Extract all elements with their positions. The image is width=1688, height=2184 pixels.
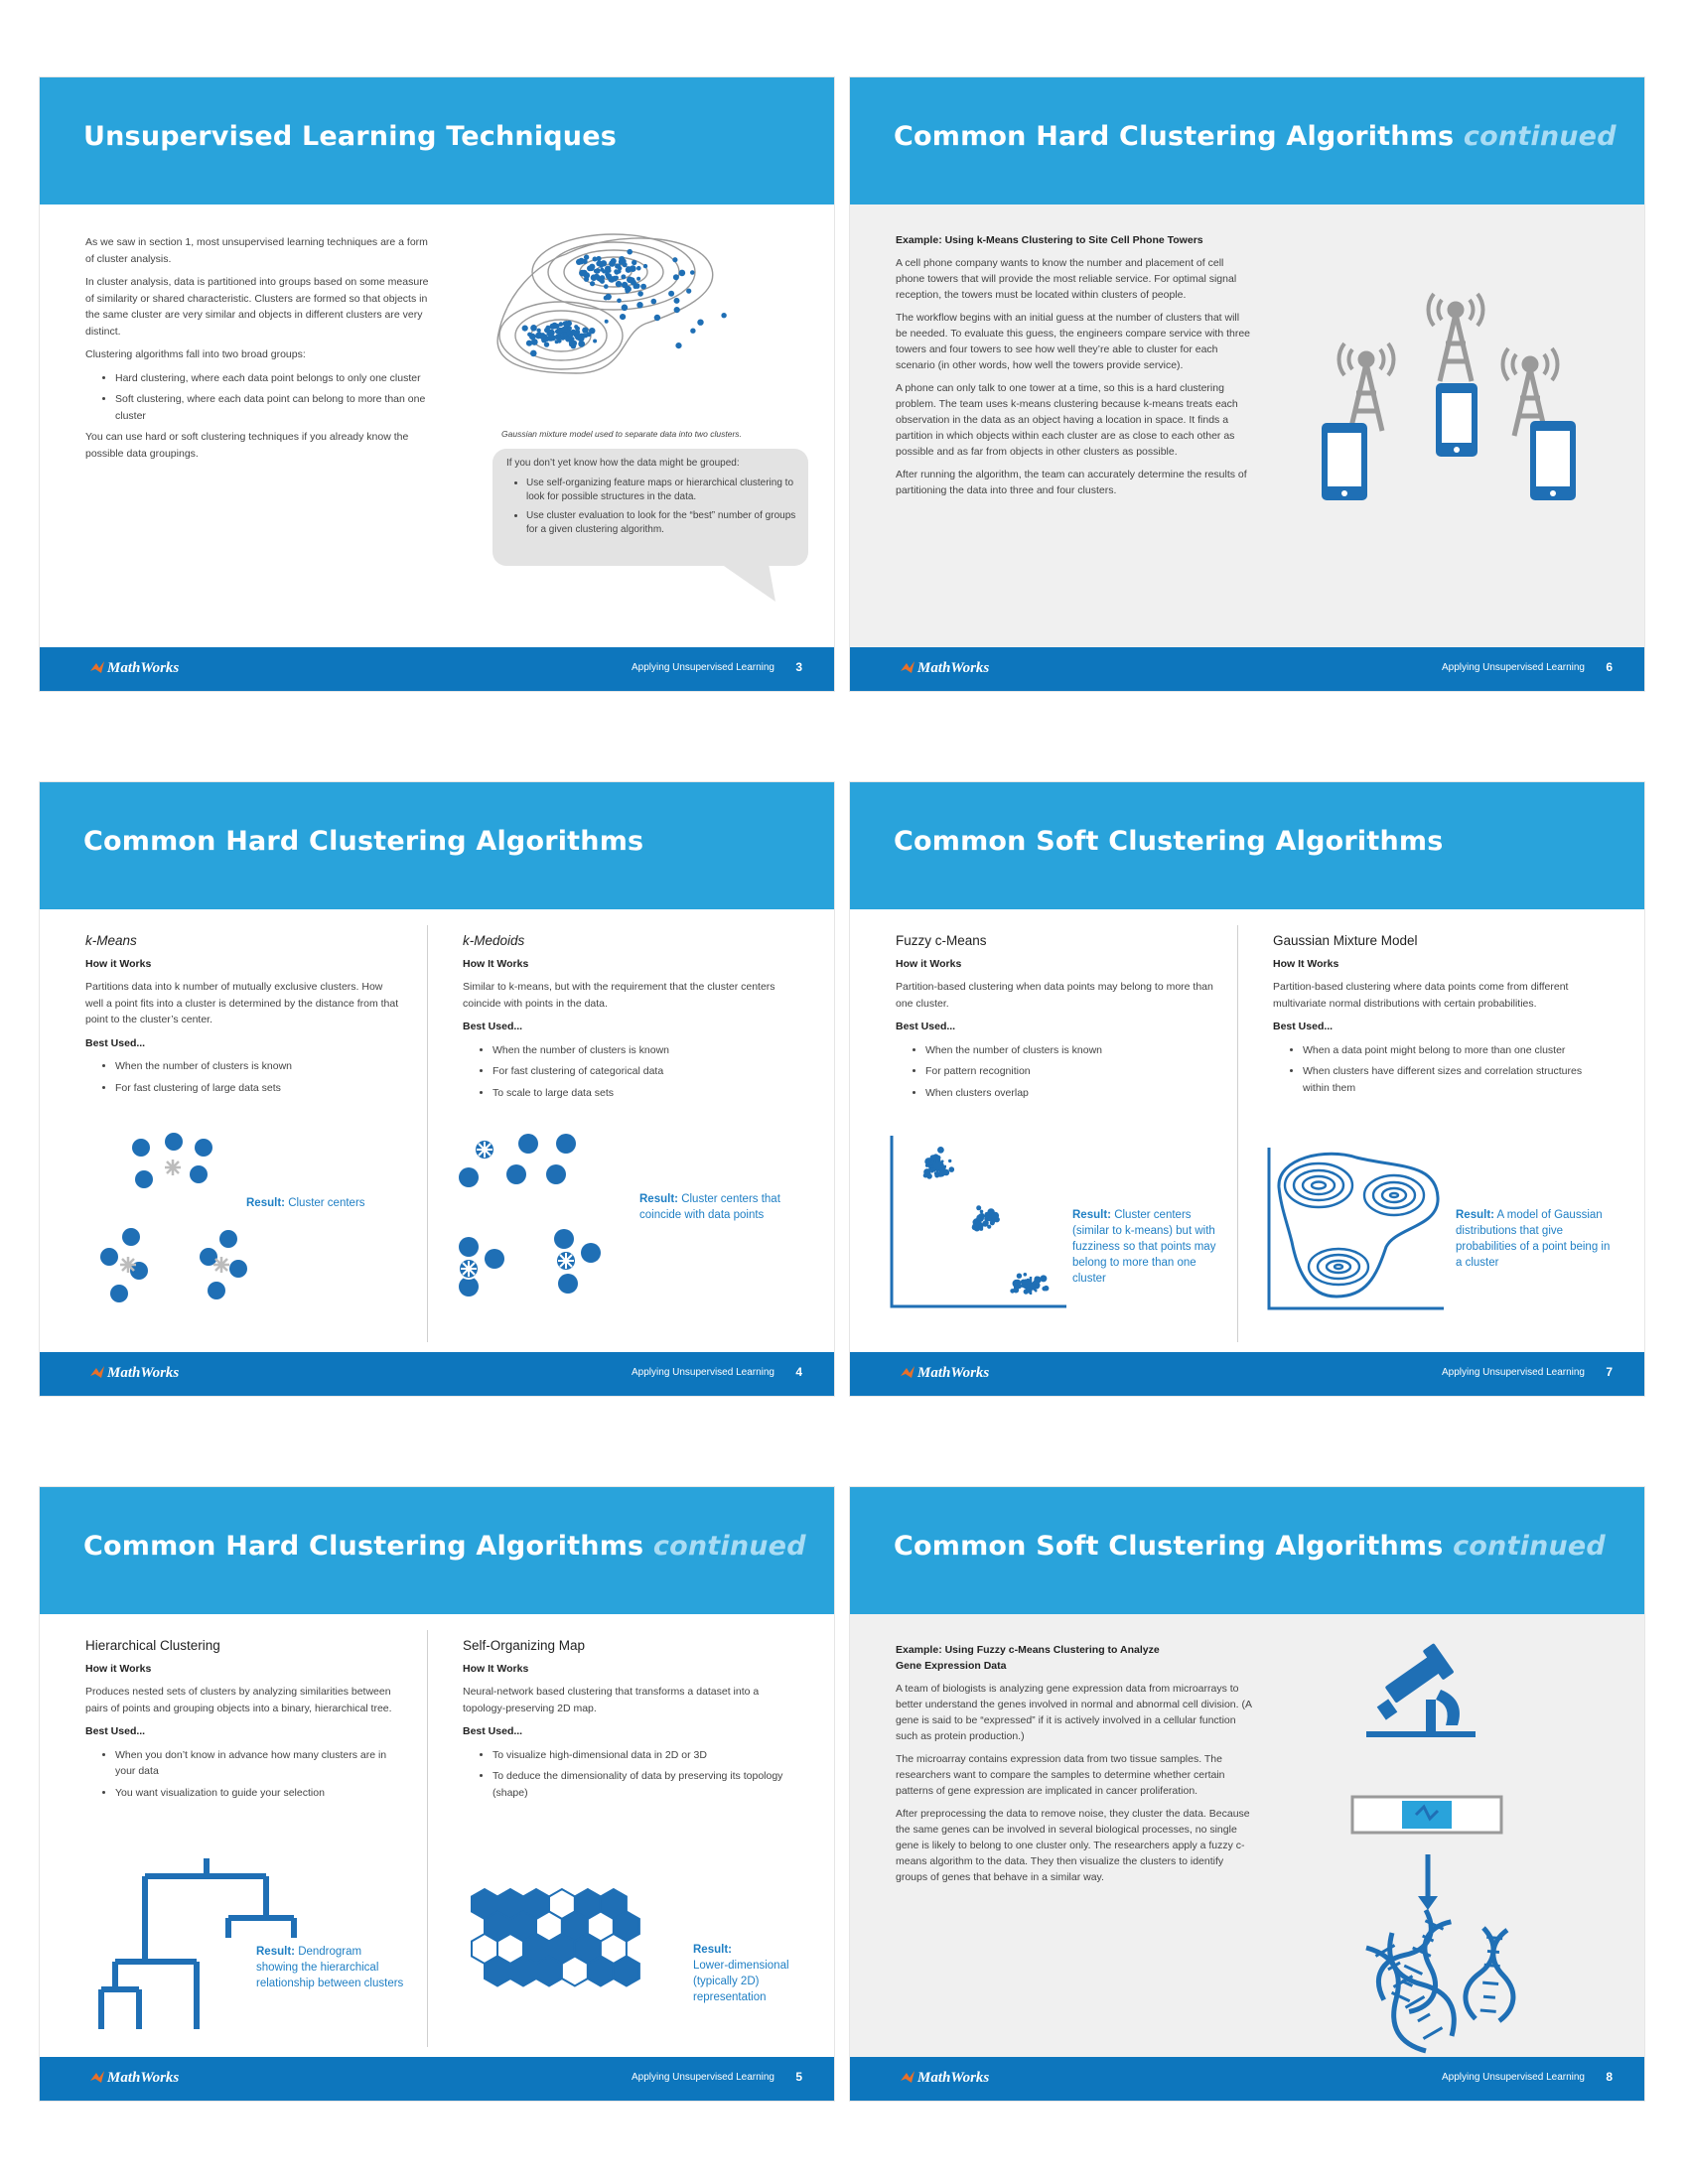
membrane-logo-icon: [900, 1364, 915, 1380]
bullet-item: • To visualize high-dimensional data in 2D or 3D: [492, 1747, 800, 1764]
paragraph: A cell phone company wants to know the number and placement of cell phone towers that will provide the most reliable service. For optimal signal reception, the towers must be located within clusters of people.: [896, 257, 1237, 301]
mathworks-logo: MathWorks: [900, 2069, 989, 2087]
example-text: [896, 1642, 1253, 1892]
scatter-point: [1044, 1286, 1050, 1292]
membrane-logo-icon: [89, 2069, 105, 2085]
scatter-point: [606, 294, 612, 300]
scatter-point: [980, 1210, 984, 1214]
bullet-item: • When the number of clusters is known: [492, 1042, 800, 1059]
how-text: Produces nested sets of clusters by analyzing similarities between pairs of points and grouping objects into a binary, hierarchical tree.: [85, 1686, 392, 1714]
page-number: 6: [1606, 660, 1613, 674]
mathworks-logo: MathWorks: [900, 1364, 989, 1382]
scatter-point: [1015, 1280, 1022, 1287]
scatter-point: [643, 264, 647, 268]
page-number: 5: [795, 2070, 802, 2084]
scatter-point: [620, 314, 626, 320]
microarray-slide-icon: [1352, 1797, 1501, 1833]
scatter-point: [636, 266, 641, 271]
column-title: Hierarchical Clustering: [85, 1638, 220, 1653]
scatter-point: [636, 277, 640, 281]
slide-body: [40, 909, 834, 1352]
slide-header: [850, 77, 1644, 205]
slide-title: Common Hard Clustering Algorithms continued: [83, 1531, 806, 1562]
scatter-point: [690, 270, 695, 275]
footer-title: Applying Unsupervised Learning: [1442, 2072, 1585, 2083]
microscope-icon: [1366, 1643, 1476, 1737]
hierarchical-column: [85, 1638, 403, 1806]
slide-header: [850, 782, 1644, 909]
hex-cell: [536, 1957, 562, 1986]
scatter-point: [565, 337, 570, 341]
scatter-point: [563, 321, 569, 327]
kmeans-illustration: [89, 1130, 318, 1328]
scatter-point: [675, 342, 681, 348]
scatter-point: [626, 289, 630, 293]
bullet-list: [1273, 1042, 1611, 1097]
best-label: Best Used...: [1273, 1021, 1334, 1032]
scatter-point: [589, 328, 595, 334]
paragraph: After preprocessing the data to remove noise, they cluster the data. Because the same genes can be involved in several biological processes, no single gene is likely to belong to one cluster only. The researchers apply a fuzzy c-means algorithm to the data. They then visualize the clusters to identify groups of genes that behave in a similar way.: [896, 1808, 1250, 1883]
hex-cell: [485, 1957, 510, 1986]
scatter-point: [547, 335, 554, 341]
scatter-point: [604, 284, 609, 289]
slide-title: Unsupervised Learning Techniques: [83, 121, 618, 152]
example-text: [896, 232, 1253, 505]
paragraph: As we saw in section 1, most unsupervised learning techniques are a form of cluster analysis.: [85, 236, 428, 265]
scatter-point: [530, 325, 537, 332]
membrane-logo-icon: [900, 659, 915, 675]
slide-body: [850, 909, 1644, 1352]
best-label: Best Used...: [463, 1725, 523, 1737]
scatter-point: [679, 270, 686, 277]
paragraph: Clustering algorithms fall into two broad groups:: [85, 348, 306, 360]
scatter-point: [614, 269, 619, 274]
scatter-point: [605, 320, 609, 324]
best-label: Best Used...: [85, 1725, 146, 1737]
result-note: Result: Dendrogram showing the hierarchical relationship between clusters: [256, 1946, 404, 1989]
slide-title: Common Soft Clustering Algorithms: [894, 826, 1444, 857]
scatter-point: [640, 284, 646, 290]
scatter-point: [633, 285, 637, 289]
footer-title: Applying Unsupervised Learning: [632, 1367, 774, 1378]
bullet-item: • When you don’t know in advance how many clusters are in your data: [115, 1747, 403, 1780]
down-arrow-icon: [1418, 1854, 1438, 1910]
membrane-logo-icon: [89, 659, 105, 675]
scatter-point: [578, 341, 585, 347]
scatter-point: [697, 320, 703, 326]
gmm-column: [1273, 933, 1611, 1101]
how-text: Partitions data into k number of mutually exclusive clusters. How well a point fits into a cluster is determined by the distance from that point to the cluster’s center.: [85, 981, 399, 1025]
scatter-point: [980, 1225, 984, 1229]
scatter-point: [579, 270, 586, 277]
bullet-item: • For fast clustering of large data sets: [115, 1080, 403, 1097]
callout-item: • Use self-organizing feature maps or hierarchical clustering to look for possible structures in the data.: [526, 477, 800, 504]
how-label: How it Works: [85, 1662, 152, 1675]
slide-title: Common Hard Clustering Algorithms continued: [894, 121, 1617, 152]
scatter-point: [937, 1147, 944, 1154]
membrane-logo-icon: [900, 2069, 915, 2085]
intro-text: [85, 234, 438, 469]
result-note: Result: Cluster centers (similar to k-means) but with fuzziness so that points may belong to more than one cluster: [1072, 1209, 1216, 1285]
scatter-point: [674, 307, 680, 313]
scatter-point: [593, 257, 598, 262]
slide-footer: [40, 2057, 834, 2101]
slide-footer: [850, 1352, 1644, 1396]
scatter-point: [674, 298, 680, 304]
scatter-point: [584, 254, 589, 259]
slide-title: Common Soft Clustering Algorithms continued: [894, 1531, 1606, 1562]
scatter-point: [979, 1214, 983, 1218]
example-title: Example: Using k-Means Clustering to Site Cell Phone Towers: [896, 234, 1203, 246]
slide-footer: [850, 2057, 1644, 2101]
scatter-point: [627, 249, 633, 255]
som-hexgrid-illustration: [469, 1888, 677, 2017]
result-note: Result: Cluster centers that coincide with data points: [639, 1193, 780, 1221]
scatter-point: [686, 289, 691, 294]
footer-title: Applying Unsupervised Learning: [1442, 662, 1585, 673]
paragraph: A phone can only talk to one tower at a time, so this is a hard clustering problem. The team uses k-means clustering because k-means treats each observation in the data as an object having a location in space. It finds a partition in which objects within each cluster are as close to each other as possible and as far from objects in other clusters as possible.: [896, 382, 1238, 458]
membrane-logo-icon: [89, 1364, 105, 1380]
mathworks-logo: MathWorks: [89, 1364, 179, 1382]
scatter-point: [608, 277, 614, 283]
scatter-point: [976, 1205, 981, 1210]
slide-page-7: [850, 782, 1644, 1396]
callout-item: • Use cluster evaluation to look for the “best” number of groups for a given clustering algorithm.: [526, 509, 800, 537]
figure-caption: Gaussian mixture model used to separate data into two clusters.: [501, 429, 742, 439]
bullet-item: • To scale to large data sets: [492, 1085, 800, 1102]
how-label: How It Works: [463, 957, 529, 970]
scatter-point: [673, 274, 679, 280]
how-text: Similar to k-means, but with the requirement that the cluster centers coincide with points in the data.: [463, 981, 775, 1010]
scatter-point: [569, 341, 575, 346]
scatter-point: [526, 341, 532, 346]
slide-footer: [850, 647, 1644, 691]
scatter-point: [531, 339, 538, 345]
scatter-point: [616, 281, 622, 287]
how-text: Neural-network based clustering that transforms a dataset into a topology-preserving 2D map.: [463, 1686, 760, 1714]
bullet-item: • For pattern recognition: [925, 1063, 1213, 1080]
footer-title: Applying Unsupervised Learning: [632, 662, 774, 673]
scatter-point: [605, 272, 610, 277]
scatter-point: [589, 264, 595, 270]
scatter-point: [575, 334, 582, 341]
som-column: [463, 1638, 800, 1806]
bullet-item: • You want visualization to guide your selection: [115, 1785, 403, 1802]
bullet-item: • Soft clustering, where each data point can belong to more than one cluster: [115, 391, 438, 424]
scatter-point: [539, 335, 544, 340]
how-label: How It Works: [1273, 957, 1339, 970]
kmedoids-illustration: [457, 1130, 675, 1328]
scatter-point: [636, 302, 642, 308]
scatter-point: [690, 329, 695, 334]
page-number: 3: [795, 660, 802, 674]
scatter-point: [627, 277, 633, 284]
column-title: Self-Organizing Map: [463, 1638, 586, 1653]
dna-icon: [1353, 1904, 1519, 2059]
paragraph: The microarray contains expression data from two tissue samples. The researchers want to compare the samples to determine whether certain patterns of gene expression are implicated in cancer proliferation.: [896, 1753, 1225, 1797]
scatter-point: [527, 333, 532, 338]
bullet-list: [896, 1042, 1213, 1102]
slide-header: [40, 782, 834, 909]
paragraph: After running the algorithm, the team can accurately determine the results of partitioning the data into three and four clusters.: [896, 469, 1247, 496]
bullet-list: [85, 1058, 403, 1096]
callout-list: [506, 477, 800, 537]
scatter-point: [630, 265, 636, 272]
scatter-point: [1017, 1274, 1022, 1279]
slide-page-3: [40, 77, 834, 691]
scatter-point: [582, 328, 588, 334]
mathworks-logo: MathWorks: [900, 659, 989, 677]
scatter-point: [988, 1217, 992, 1221]
scatter-point: [632, 260, 636, 265]
result-note: Result: Lower-dimensional (typically 2D) representation: [693, 1944, 789, 2003]
slide-footer: [40, 647, 834, 691]
paragraph: You can use hard or soft clustering techniques if you already know the possible data groupings.: [85, 431, 409, 460]
slide-body: [40, 205, 834, 647]
how-label: How It Works: [463, 1662, 529, 1675]
how-text: Partition-based clustering when data points may belong to more than one cluster.: [896, 981, 1213, 1010]
scatter-point: [559, 322, 564, 327]
kmeans-column: [85, 933, 403, 1101]
best-label: Best Used...: [463, 1021, 523, 1032]
column-title: k-Means: [85, 933, 137, 948]
scatter-point: [623, 262, 628, 267]
bullet-list: [463, 1747, 800, 1802]
scatter-point: [990, 1220, 995, 1225]
scatter-point: [721, 313, 726, 318]
kmedoids-column: [463, 933, 800, 1106]
scatter-point: [581, 334, 586, 339]
scatter-point: [593, 340, 597, 343]
slide-body: [850, 205, 1644, 647]
slide-title: Common Hard Clustering Algorithms: [83, 826, 644, 857]
column-divider: [1237, 925, 1238, 1342]
page-number: 7: [1606, 1365, 1613, 1379]
slide-header: [40, 1487, 834, 1614]
scatter-point: [544, 341, 549, 346]
scatter-point: [1040, 1275, 1047, 1282]
bullet-list: [85, 1747, 403, 1802]
best-label: Best Used...: [85, 1036, 146, 1049]
scatter-point: [651, 299, 657, 305]
paragraph: In cluster analysis, data is partitioned into groups based on some measure of similarity or shared characteristic. Clusters are formed so that objects in the same cluster are very similar and objects in different clusters are very distinct.: [85, 276, 429, 338]
column-divider: [427, 925, 428, 1342]
slide-body: [40, 1614, 834, 2057]
callout-text: [506, 457, 800, 542]
scatter-point: [599, 262, 603, 266]
how-text: Partition-based clustering where data points come from different multivariate normal distributions with certain probabilities.: [1273, 981, 1569, 1010]
slide-footer: [40, 1352, 834, 1396]
column-divider: [427, 1630, 428, 2047]
slide-header: [850, 1487, 1644, 1614]
best-label: Best Used...: [896, 1021, 956, 1032]
scatter-point: [985, 1212, 989, 1216]
slide-header: [40, 77, 834, 205]
gmm-contour-illustration: [1267, 1148, 1446, 1312]
how-label: How it Works: [85, 957, 152, 970]
bullet-list: [85, 370, 438, 425]
scatter-point: [569, 334, 573, 338]
scatter-point: [654, 315, 660, 321]
slide-body: [850, 1614, 1644, 2057]
scatter-point: [562, 327, 568, 333]
slide-page-5: [40, 1487, 834, 2101]
scatter-point: [544, 328, 549, 333]
hex-cell: [562, 1957, 588, 1986]
scatter-point: [616, 264, 621, 269]
result-note: Result: Cluster centers: [246, 1197, 365, 1209]
bullet-item: • To deduce the dimensionality of data by preserving its topology (shape): [492, 1768, 800, 1801]
scatter-point: [594, 269, 598, 273]
scatter-point: [522, 326, 528, 332]
scatter-point: [987, 1225, 991, 1229]
mathworks-logo: MathWorks: [89, 659, 179, 677]
page-number: 4: [795, 1365, 802, 1379]
scatter-point: [948, 1160, 951, 1162]
scatter-point: [578, 258, 585, 265]
bullet-item: • Hard clustering, where each data point belongs to only one cluster: [115, 370, 438, 387]
fcm-illustration: [890, 1136, 1068, 1310]
scatter-point: [617, 299, 622, 304]
hex-cell: [510, 1957, 536, 1986]
paragraph: A team of biologists is analyzing gene expression data from microarrays to better understand the genes involved in normal and abnormal cell division. (A gene is said to be “expressed” if it is actively involved in a cellular function such as protein production.): [896, 1683, 1252, 1742]
footer-title: Applying Unsupervised Learning: [632, 2072, 774, 2083]
scatter-point: [637, 291, 643, 297]
page-number: 8: [1606, 2070, 1613, 2084]
bullet-item: • When clusters overlap: [925, 1085, 1213, 1102]
scatter-point: [530, 350, 537, 357]
column-title: Fuzzy c-Means: [896, 933, 987, 948]
column-title: k-Medoids: [463, 933, 525, 948]
bullet-item: • When a data point might belong to more than one cluster: [1303, 1042, 1611, 1059]
column-title: Gaussian Mixture Model: [1273, 933, 1418, 948]
scatter-point: [926, 1173, 932, 1179]
scatter-point: [672, 257, 677, 262]
scatter-point: [590, 281, 595, 286]
scatter-point: [949, 1166, 955, 1172]
slide-page-8: [850, 1487, 1644, 2101]
how-label: How it Works: [896, 957, 962, 970]
scatter-point: [621, 274, 626, 279]
slide-page-6: [850, 77, 1644, 691]
paragraph: The workflow begins with an initial guess at the number of clusters that will be needed. To evaluate this guess, the engineers compare service with three towers and four towers to see how well they’re able to cluster for each scenario (in other words, how well the towers provide service).: [896, 312, 1251, 371]
example-title: Example: Using Fuzzy c-Means Clustering to Analyze Gene Expression Data: [896, 1644, 1160, 1672]
callout-intro: If you don’t yet know how the data might be grouped:: [506, 458, 740, 469]
footer-title: Applying Unsupervised Learning: [1442, 1367, 1585, 1378]
bullet-item: • When the number of clusters is known: [115, 1058, 403, 1075]
scatter-point: [536, 329, 540, 333]
hex-cell: [588, 1957, 614, 1986]
callout-tail: [721, 564, 780, 604]
hex-cell: [614, 1957, 639, 1986]
scatter-point: [599, 277, 604, 282]
bullet-item: • When clusters have different sizes and correlation structures within them: [1303, 1063, 1611, 1096]
scatter-point: [930, 1155, 936, 1160]
cell-towers-illustration: [1317, 274, 1615, 512]
bullet-list: [463, 1042, 800, 1102]
gmm-scatter-illustration: [506, 224, 824, 413]
bullet-item: • When the number of clusters is known: [925, 1042, 1213, 1059]
scatter-point: [992, 1212, 1000, 1220]
mathworks-logo: MathWorks: [89, 2069, 179, 2087]
scatter-point: [622, 305, 629, 312]
scatter-point: [609, 260, 616, 267]
result-note: Result: A model of Gaussian distributions that give probabilities of a point being in a cluster: [1456, 1209, 1611, 1269]
bullet-item: • For fast clustering of categorical data: [492, 1063, 800, 1080]
slide-page-4: [40, 782, 834, 1396]
scatter-point: [1024, 1273, 1028, 1277]
scatter-point: [574, 325, 578, 329]
scatter-point: [983, 1220, 989, 1226]
scatter-point: [972, 1223, 979, 1230]
gene-expression-illustration: [1346, 1630, 1585, 2047]
fcm-column: [896, 933, 1213, 1106]
scatter-point: [668, 291, 674, 297]
